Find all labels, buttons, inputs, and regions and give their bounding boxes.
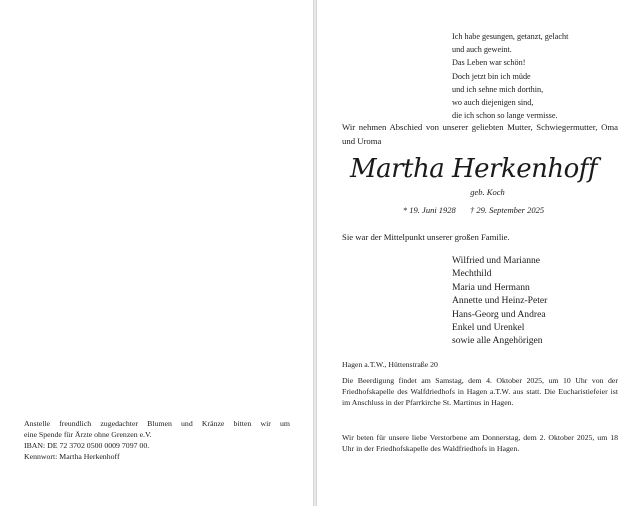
deceased-name: Martha Herkenhoff: [349, 154, 598, 184]
mourner-entry: Enkel und Urenkel: [452, 322, 525, 334]
poem-line: und auch geweint.: [452, 45, 512, 55]
poem-line: Das Leben war schön!: [452, 58, 526, 68]
donation-line: Anstelle freundlich zugedachter Blumen und Kränze bitten wir um: [24, 419, 290, 428]
right-page: [317, 0, 630, 506]
prayer-notice: Wir beten für unsere liebe Verstorbene am Donnerstag, dem 2. Oktober 2025, um 18 Uhr in der Friedhofskapelle des Waldfriedhofs in Hagen.: [342, 433, 618, 453]
poem-line: Doch jetzt bin ich müde: [452, 71, 531, 81]
farewell-intro: Wir nehmen Abschied von unserer geliebten Mutter, Schwiegermutter, Oma und Uroma: [342, 122, 618, 146]
poem-line: und ich sehne mich dorthin,: [452, 84, 544, 94]
poem-line: wo auch diejenigen sind,: [452, 98, 534, 108]
mourner-entry: Wilfried und Marianne: [452, 255, 541, 266]
donation-line: Kennwort: Martha Herkenhoff: [24, 451, 120, 461]
donation-notice: [24, 419, 290, 463]
mourner-entry: sowie alle Angehörigen: [452, 335, 543, 347]
donation-line: IBAN: DE 72 3702 0500 0009 7097 00.: [24, 440, 150, 450]
birth-date: * 19. Juni 1928: [402, 205, 456, 215]
funeral-notice: Die Beerdigung findet am Samstag, dem 4. Oktober 2025, um 10 Uhr von der Friedhofskapelle des Walfdriedhofs in Hagen a.T.W. aus statt. Die Eucharistiefeier ist im Anschluss in der Pfarrkirche St. Martinus in Hagen.: [342, 376, 618, 407]
mourner-entry: Annette und Heinz-Peter: [452, 295, 548, 307]
maiden-name: geb. Koch: [470, 187, 505, 197]
poem-line: Ich habe gesungen, getanzt, gelacht: [452, 32, 569, 41]
left-page: [0, 0, 313, 506]
poem-line: die ich schon so lange vermisse.: [452, 111, 558, 121]
life-dates: [317, 205, 630, 215]
mourner-entry: Maria und Hermann: [452, 281, 530, 293]
mourner-entry: Mechthild: [452, 268, 492, 280]
family-address: Hagen a.T.W., Hüttenstraße 20: [342, 360, 438, 369]
death-date: † 29. September 2025: [469, 205, 545, 215]
mourner-entry: Hans-Georg und Andrea: [452, 308, 546, 320]
poem: [452, 30, 622, 122]
donation-line: eine Spende für Ärzte ohne Grenzen e.V.: [24, 429, 152, 439]
family-statement: Sie war der Mittelpunkt unserer großen Familie.: [342, 232, 510, 242]
mourners-list: [452, 254, 622, 348]
